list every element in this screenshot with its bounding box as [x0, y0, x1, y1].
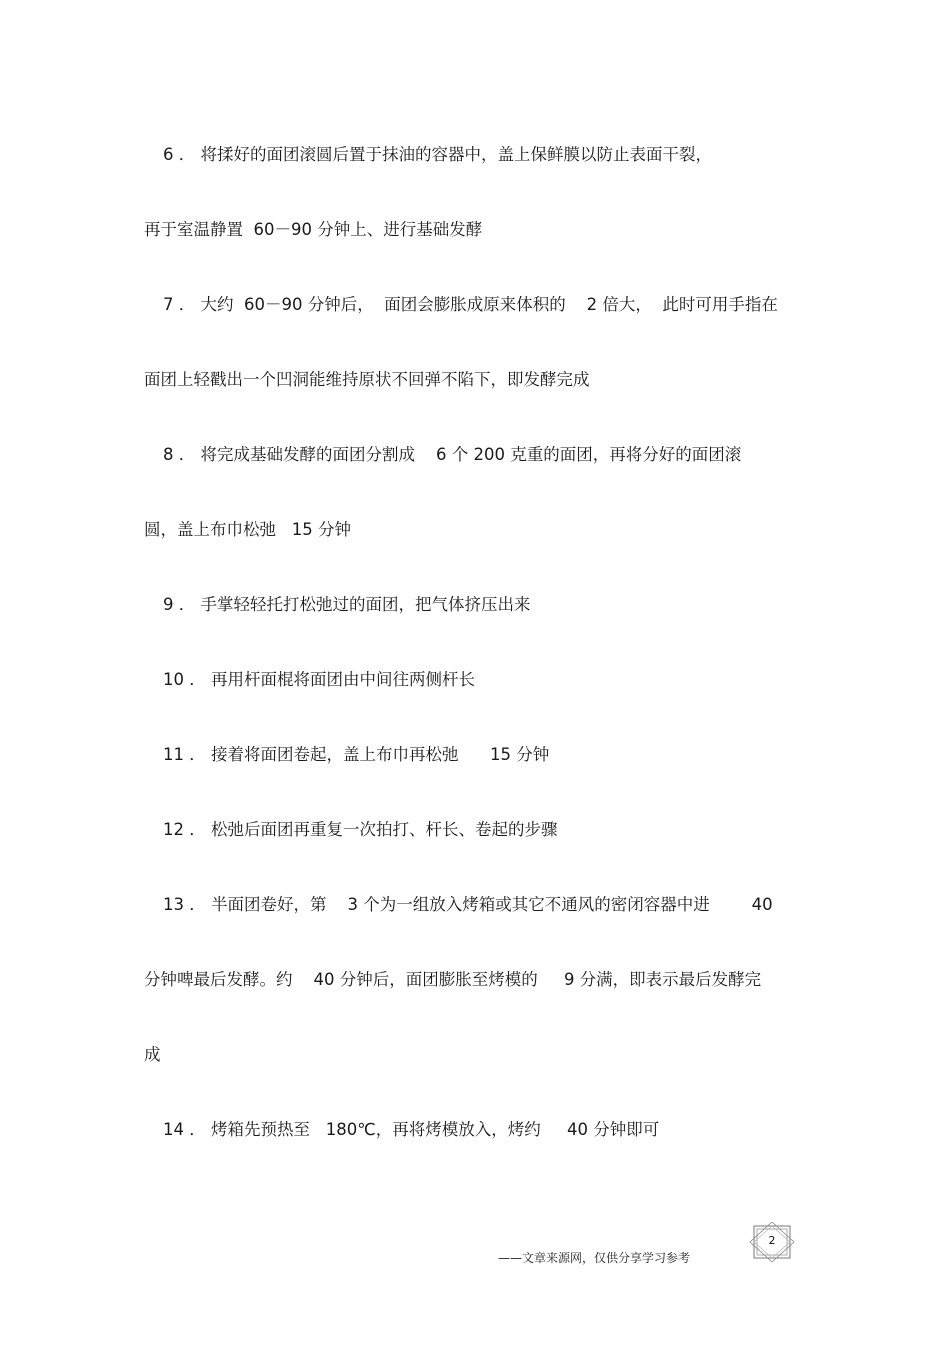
step-7-line-1: 7 ． 大约 60－90 分钟后， 面团会膨胀成原来体积的 2 倍大， 此时可用手指在 — [163, 295, 778, 314]
footer-source-note: ——文章来源网，仅供分享学习参考 — [498, 1251, 691, 1265]
step-6-line-2: 再于室温静置 60－90 分钟上、进行基础发酵 — [144, 220, 483, 239]
step-7-line-2: 面团上轻戳出一个凹洞能维持原状不回弹不陷下，即发酵完成 — [144, 370, 590, 389]
step-6-line-1: 6 ． 将揉好的面团滚圆后置于抹油的容器中，盖上保鲜膜以防止表面干裂， — [163, 145, 712, 164]
page-number-badge — [748, 1222, 796, 1262]
step-8-line-1: 8 ． 将完成基础发酵的面团分割成 6 个 200 克重的面团，再将分好的面团滚 — [163, 445, 742, 464]
step-11-line-1: 11 ． 接着将面团卷起，盖上布巾再松弛 15 分钟 — [163, 745, 550, 764]
step-10-line-1: 10 ． 再用杆面棍将面团由中间往两侧杆长 — [163, 670, 475, 689]
page-number: 2 — [768, 1234, 776, 1247]
step-12-line-1: 12 ． 松弛后面团再重复一次拍打、杆长、卷起的步骤 — [163, 820, 558, 839]
step-13-line-2: 分钟啤最后发酵。约 40 分钟后，面团膨胀至烤模的 9 分满，即表示最后发酵完 — [144, 970, 762, 989]
step-13-line-3: 成 — [144, 1045, 161, 1064]
step-9-line-1: 9 ． 手掌轻轻托打松弛过的面团，把气体挤压出来 — [163, 595, 531, 614]
step-13-line-1: 13 ． 半面团卷好，第 3 个为一组放入烤箱或其它不通风的密闭容器中进 40 — [163, 895, 773, 914]
step-14-line-1: 14 ． 烤箱先预热至 180℃，再将烤模放入，烤约 40 分钟即可 — [163, 1120, 660, 1139]
step-8-line-2: 圆，盖上布巾松弛 15 分钟 — [144, 520, 351, 539]
